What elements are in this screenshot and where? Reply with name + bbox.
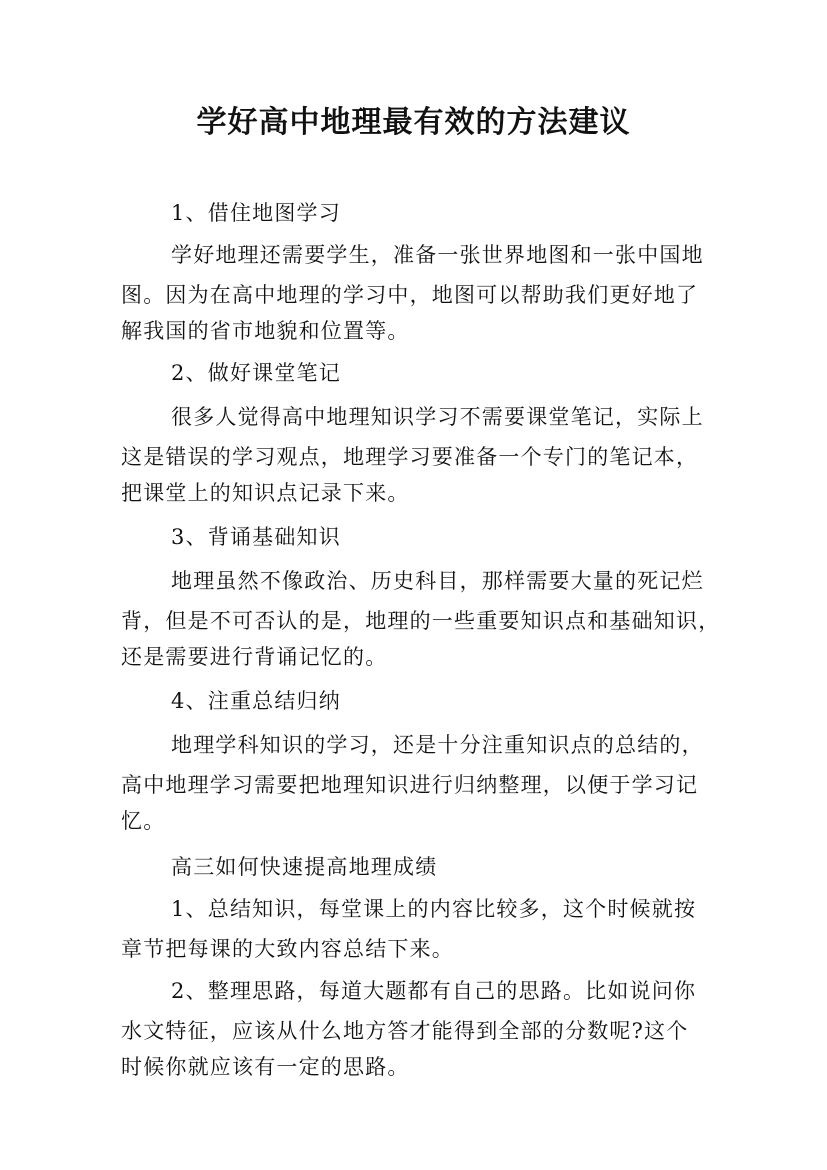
paragraph-line: 章节把每课的大致内容总结下来。 (121, 937, 454, 961)
paragraph-line: 背，但是不可否认的是，地理的一些重要知识点和基础知识， (121, 609, 721, 633)
paragraph-line: 解我国的省市地貌和位置等。 (121, 319, 410, 343)
paragraph-line: 水文特征，应该从什么地方答才能得到全部的分数呢?这个 (121, 1019, 689, 1043)
document-body (121, 195, 721, 1085)
paragraph-line: 地理学科知识的学习，还是十分注重知识点的总结的， (171, 733, 704, 757)
paragraph-line: 2、做好课堂笔记 (171, 361, 341, 385)
paragraph-line: 高三如何快速提高地理成绩 (171, 855, 438, 879)
paragraph-line: 把课堂上的知识点记录下来。 (121, 481, 410, 505)
paragraph-line: 地理虽然不像政治、历史科目，那样需要大量的死记烂 (171, 569, 704, 593)
paragraph-line: 3、背诵基础知识 (171, 525, 341, 549)
page-title: 学好高中地理最有效的方法建议 (196, 105, 631, 140)
paragraph-line: 学好地理还需要学生，准备一张世界地图和一张中国地 (171, 243, 704, 267)
paragraph-line: 图。因为在高中地理的学习中，地图可以帮助我们更好地了 (121, 283, 699, 307)
paragraph-line: 高中地理学习需要把地理知识进行归纳整理，以便于学习记 (121, 773, 699, 797)
paragraph-line: 1、总结知识，每堂课上的内容比较多，这个时候就按 (171, 897, 697, 921)
paragraph-line: 1、借住地图学习 (171, 201, 341, 225)
paragraph-line: 很多人觉得高中地理知识学习不需要课堂笔记，实际上 (171, 405, 704, 429)
paragraph-line: 时候你就应该有一定的思路。 (121, 1055, 410, 1079)
paragraph-line: 2、整理思路，每道大题都有自己的思路。比如说问你 (171, 979, 697, 1003)
paragraph-line: 忆。 (121, 809, 166, 833)
paragraph-line: 4、注重总结归纳 (171, 689, 341, 713)
paragraph-line: 还是需要进行背诵记忆的。 (121, 645, 388, 669)
paragraph-line: 这是错误的学习观点，地理学习要准备一个专门的笔记本， (121, 445, 699, 469)
